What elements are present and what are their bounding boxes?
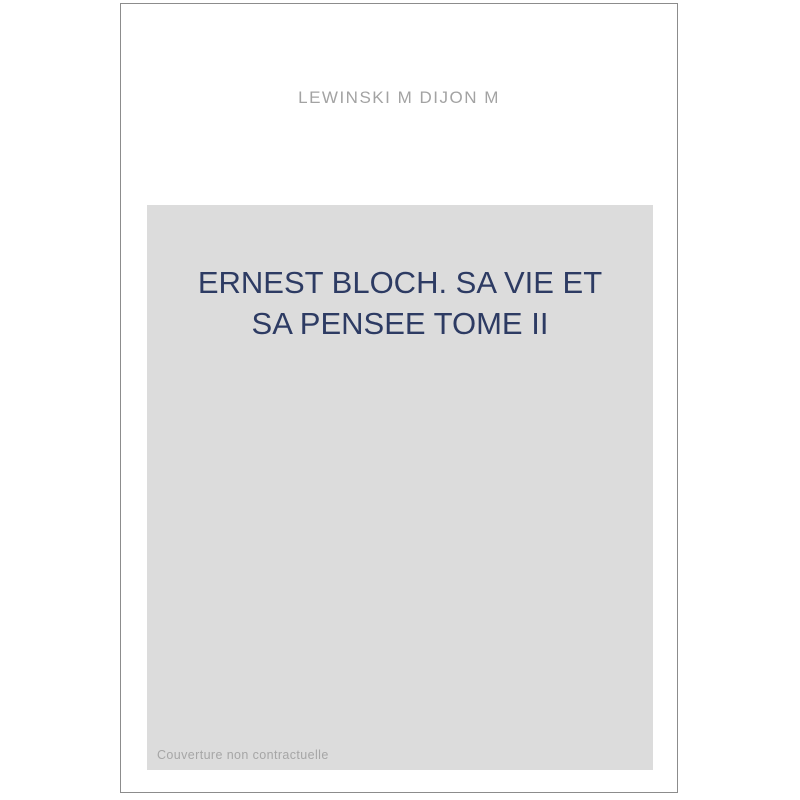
- book-cover-page: [120, 3, 678, 793]
- book-title: ERNEST BLOCH. SA VIE ET SA PENSEE TOME II: [197, 265, 603, 341]
- cover-placeholder-box: [147, 205, 653, 770]
- author-name: LEWINSKI M DIJON M: [298, 88, 500, 107]
- cover-disclaimer-note: Couverture non contractuelle: [157, 748, 329, 762]
